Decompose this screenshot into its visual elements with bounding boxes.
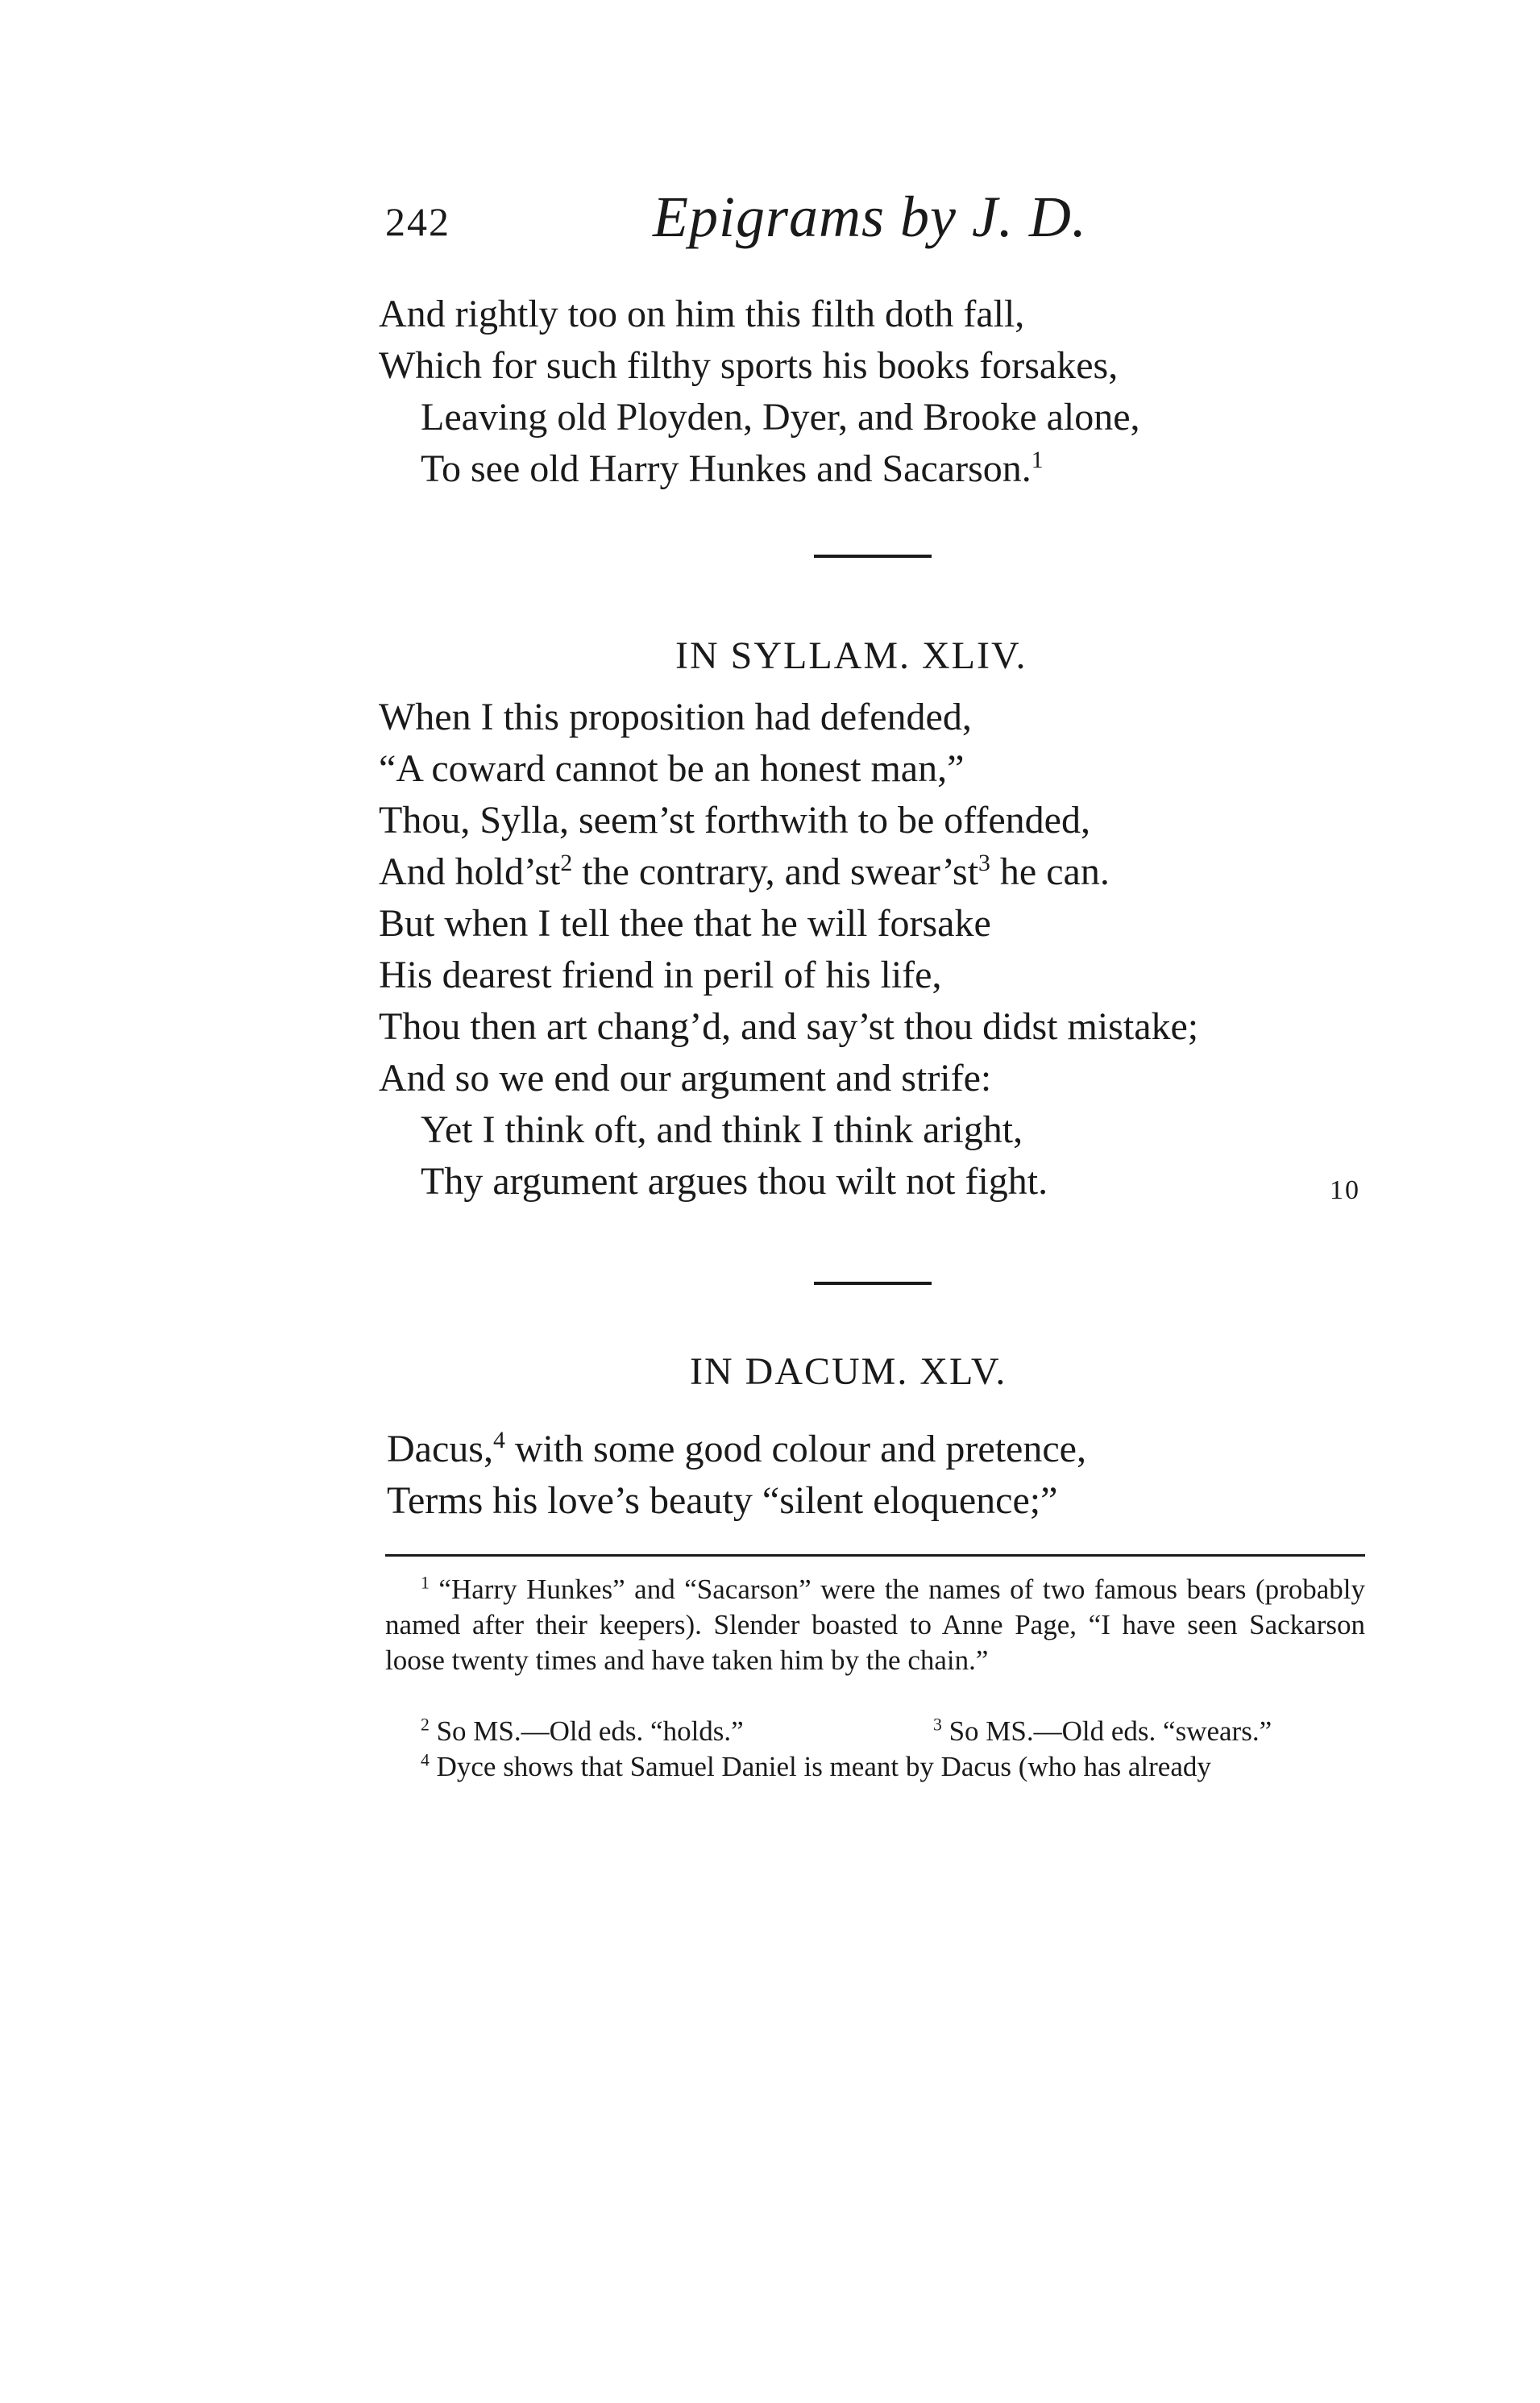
footnote-ref: 2: [560, 850, 573, 876]
verse-line: Terms his love’s beauty “silent eloquence;”: [387, 1479, 1058, 1522]
section-title-xliv: IN SYLLAM. XLIV.: [675, 634, 1027, 677]
section-title-xlv: IN DACUM. XLV.: [690, 1350, 1007, 1393]
footnote-3: $^3$ So MS.—Old eds. “swears.”: [933, 1715, 1272, 1747]
page-number: 242: [385, 199, 450, 244]
footnote-2: $^2$ So MS.—Old eds. “holds.”: [421, 1715, 744, 1747]
epigram-xliv-verse: [379, 692, 1198, 1208]
verse-line: His dearest friend in peril of his life,: [379, 954, 942, 996]
verse-line: Leaving old Ployden, Dyer, and Brooke alone,: [421, 396, 1140, 439]
footnote-ref: 3: [978, 850, 990, 876]
footnote-4: $^4$ Dyce shows that Samuel Daniel is meant by Dacus (who has already: [421, 1750, 1211, 1782]
running-title: Epigrams by J. D.: [653, 185, 1087, 249]
section-divider: [814, 1282, 932, 1285]
verse-line: And $hold’st^2$ the contrary, and $swear’st^3$ he can.: [379, 850, 1110, 893]
continuation-verse: [379, 289, 1140, 495]
epigram-xlv-verse: [387, 1424, 1086, 1527]
verse-line: Thou, Sylla, seem’st forthwith to be offended,: [379, 799, 1090, 842]
footnote-ref: 4: [492, 1427, 505, 1453]
verse-line: To see old Harry Hunkes and Sacarson.$^1$: [421, 447, 1044, 490]
line-number: 10: [1330, 1175, 1360, 1205]
verse-line: Yet I think oft, and think I think aright,: [421, 1108, 1023, 1151]
footnote-1: $^1$ “Harry Hunkes” and “Sacarson” were the names of two famous bears (probably named after their keepers). Slender boasted to Anne Page, “I have seen Sackarson loose twenty times and have taken him by the chain.”: [385, 1573, 1366, 1676]
verse-line: And so we end our argument and strife:: [379, 1057, 992, 1100]
footnote-mark: 3: [933, 1715, 942, 1735]
verse-line: And rightly too on him this filth doth fall,: [379, 293, 1025, 335]
verse-line: Which for such filthy sports his books forsakes,: [379, 344, 1119, 387]
verse-line: But when I tell thee that he will forsake: [379, 902, 991, 945]
footnote-rule: [385, 1554, 1365, 1557]
section-divider: [814, 555, 932, 558]
footnote-mark: 1: [421, 1573, 430, 1593]
running-head: [0, 184, 1540, 256]
verse-line: Thy argument argues thou wilt not fight.: [421, 1160, 1048, 1203]
verse-line: Dacus,$^4$ with some good colour and pretence,: [387, 1427, 1086, 1470]
verse-line: When I this proposition had defended,: [379, 696, 972, 738]
footnote-ref: 1: [1031, 447, 1044, 473]
verse-line: “A coward cannot be an honest man,”: [379, 747, 965, 790]
footnote-mark: 2: [421, 1715, 430, 1735]
footnote-mark: 4: [421, 1750, 430, 1770]
verse-line: Thou then art chang’d, and say’st thou didst mistake;: [379, 1005, 1199, 1048]
